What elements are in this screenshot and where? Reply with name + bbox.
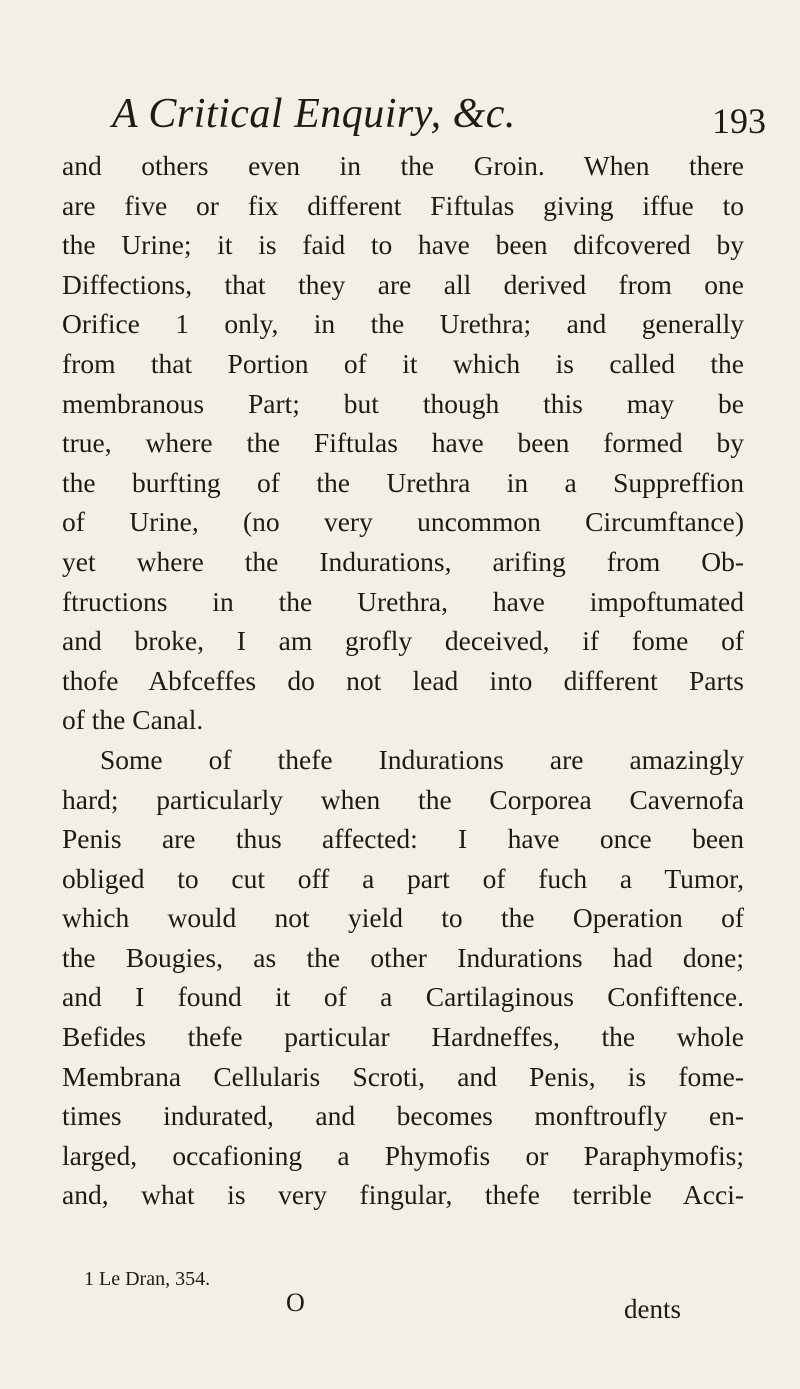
text-line: of Urine, (no very uncommon Circumftance)	[62, 506, 744, 538]
text-line: hard; particularly when the Corporea Cavernofa	[62, 783, 744, 815]
footnote: 1 Le Dran, 354.	[84, 1268, 211, 1290]
text-line: membranous Part; but though this may be	[62, 387, 744, 419]
catchword: dents	[624, 1294, 681, 1324]
page-number: 193	[712, 101, 766, 141]
running-title: A Critical Enquiry, &c.	[112, 91, 516, 137]
text-line: obliged to cut off a part of fuch a Tumor,	[62, 862, 744, 894]
text-line: from that Portion of it which is called the	[62, 347, 744, 379]
text-line: yet where the Indurations, arifing from Ob-	[62, 545, 744, 577]
page-header	[0, 86, 800, 146]
text-line: larged, occafioning a Phymofis or Paraphymofis;	[62, 1139, 744, 1171]
text-line: of the Canal.	[62, 704, 204, 736]
text-line: and, what is very fingular, thefe terrible Acci-	[62, 1179, 744, 1211]
text-line: and others even in the Groin. When there	[62, 150, 744, 181]
text-line: and broke, I am grofly deceived, if fome of	[62, 625, 744, 657]
text-line: thofe Abfceffes do not lead into different Parts	[62, 664, 744, 696]
text-line: Orifice 1 only, in the Urethra; and generally	[62, 308, 744, 340]
text-line: times indurated, and becomes monftroufly en-	[62, 1100, 744, 1132]
text-line: Befides thefe particular Hardneffes, the whole	[62, 1021, 744, 1053]
text-line: Penis are thus affected: I have once been	[62, 823, 744, 855]
text-line: Some of thefe Indurations are amazingly	[100, 743, 744, 775]
text-line: true, where the Fiftulas have been formed by	[62, 427, 744, 459]
text-line: which would not yield to the Operation of	[62, 902, 744, 934]
text-line: and I found it of a Cartilaginous Confiftence.	[62, 981, 744, 1013]
body-text	[62, 146, 744, 1215]
text-line: Diffections, that they are all derived from one	[62, 268, 744, 300]
text-line: the burfting of the Urethra in a Suppreffion	[62, 466, 744, 498]
text-line: are five or fix different Fiftulas giving iffue to	[62, 189, 744, 221]
text-line: the Bougies, as the other Indurations had done;	[62, 941, 744, 973]
text-line: the Urine; it is faid to have been difcovered by	[62, 229, 744, 261]
signature-mark: O	[286, 1288, 305, 1317]
text-line: Membrana Cellularis Scroti, and Penis, is fome-	[62, 1060, 744, 1092]
text-line: ftructions in the Urethra, have impoftumated	[62, 585, 744, 617]
